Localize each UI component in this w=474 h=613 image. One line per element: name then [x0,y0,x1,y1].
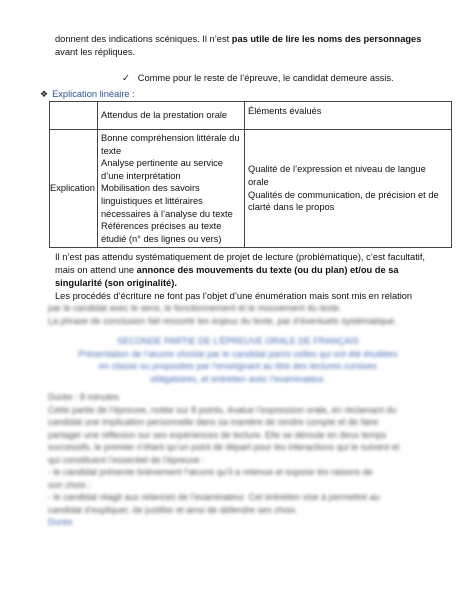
blurred-line: Durée [48,517,73,527]
table-header-elements: Éléments évalués [245,102,452,130]
blurred-line: candidat d’expliquer, de justifier et ainsi de défendre ses choix. [48,504,298,515]
blurred-line: qui constituent l’essentiel de l’épreuve : [48,454,205,465]
blurred-line: par le candidat avec le sens, le fonctionnement et le mouvement du texte. [48,303,342,313]
blurred-line: en classe ou proposées par l’enseignant au titre des lectures cursives [99,361,377,371]
criteria-cell [98,130,245,248]
blurred-section-title: SECONDE PARTIE DE L’ÉPREUVE ORALE DE FRANÇAIS [117,336,359,346]
diamond-bullet-icon: ❖ [40,89,49,99]
blurred-content [48,302,428,529]
row-label-explication: Explication [50,130,98,248]
checkmark-icon: ✓ [122,73,130,83]
intro-text-1: donnent des indications scéniques. Il n’est [55,34,232,44]
evaluated-item: Qualités de communication, de précision et de clarté dans le propos [248,189,439,213]
after-table-paragraph [55,251,425,303]
blurred-line: son choix ; [48,479,92,490]
criterion-item: Bonne compréhension littérale du texte [101,133,240,156]
explication-heading [40,88,135,101]
blurred-line: Durée : 8 minutes [48,392,120,402]
check-bullet [122,72,394,85]
blurred-line: - le candidat réagit aux relances de l’examinateur. Cet entretien vise à permettre au [48,492,380,502]
after-text-1: Il n’est pas attendu systématiquement de projet de lecture (problématique), c’est facultatif, mais on attend une [55,252,426,275]
criterion-item: Analyse pertinente au service d’une interprétation [101,158,223,181]
blurred-line: Cette partie de l’épreuve, notée sur 8 points, évalue l’expression orale, en réclamant du [48,404,397,415]
blurred-line: La phrase de conclusion fait ressortir les enjeux du texte, par d’éventuels systématique. [48,315,397,326]
intro-paragraph [55,33,425,59]
criterion-item: Références précises au texte étudié (n° des lignes ou vers) [101,221,222,244]
blurred-line: partager une réflexion sur ses expériences de lecture. Elle se déroule en deux temps [48,429,387,440]
blurred-line: obligatoires, et entretien avec l’examinateur. [150,373,326,384]
blurred-line: Présentation de l’œuvre choisie par le candidat parmi celles qui ont été étudiées [78,348,398,359]
table-header-attendus: Attendus de la prestation orale [98,102,245,130]
intro-text-2: avant les répliques. [55,47,136,57]
blurred-line: successifs, le premier n’étant qu’un point de départ pour les interactions qui le suivent et [48,442,400,452]
after-text-2: Les procédés d’écriture ne font pas l’objet d’une énumération mais sont mis en relation [55,291,413,301]
evaluated-cell [245,130,452,248]
evaluation-table [49,101,452,248]
table-row-explication [50,130,452,248]
criterion-item: Mobilisation des savoirs linguistiques et littéraires nécessaires à l’analyse du texte [101,183,233,219]
blurred-line: candidat une implication personnelle dans sa manière de rendre compte et de faire [48,417,379,427]
blurred-line: - le candidat présente brièvement l’œuvre qu’il a retenue et expose les raisons de [48,467,373,477]
after-bold-1: annonce des mouvements du texte (ou du plan) et/ou de sa singularité (son originalité). [55,265,399,288]
check-bullet-text: Comme pour le reste de l’épreuve, le candidat demeure assis. [137,73,394,83]
intro-bold-1: pas utile de lire les noms des personnages [231,34,422,44]
table-header-row [50,102,452,130]
table-header-empty [50,102,98,130]
evaluated-item: Qualité de l’expression et niveau de langue orale [248,164,426,188]
explication-heading-text: Explication linéaire : [52,89,135,99]
